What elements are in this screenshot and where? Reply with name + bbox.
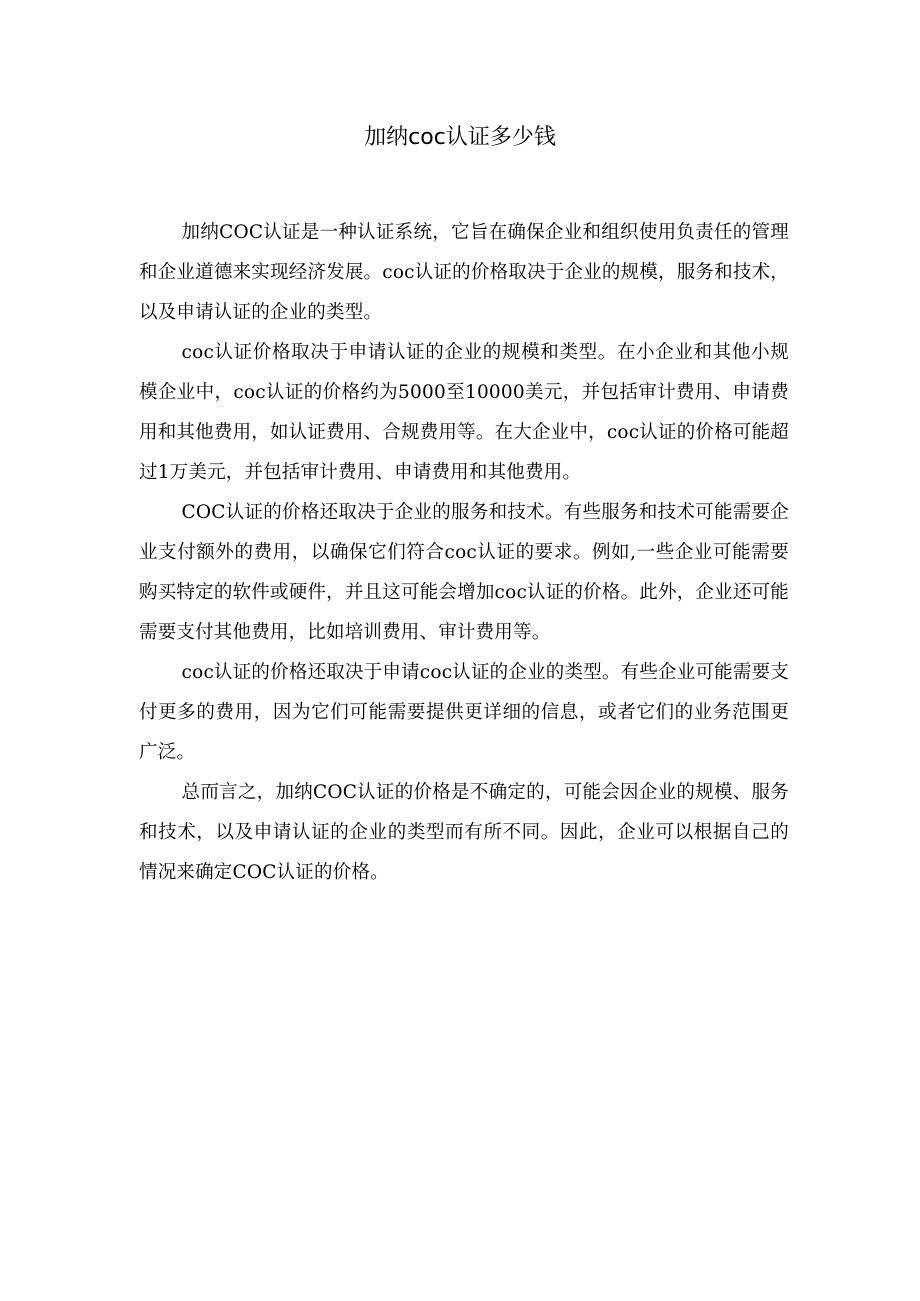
document-body [139, 213, 789, 893]
paragraph-conclusion: 总而言之，加纳COC认证的价格是不确定的，可能会因企业的规模、服务和技术，以及申请认证的企业的类型而有所不同。因此，企业可以根据自己的情况来确定COC认证的价格。 [139, 782, 789, 883]
document-title: 加纳coc认证多少钱 [364, 125, 556, 150]
paragraph-size-and-type: coc认证价格取决于申请认证的企业的规模和类型。在小企业和其他小规模企业中，coc认证的价格约为5000至10000美元，并包括审计费用、申请费用和其他费用，如认证费用、合规费用等。在大企业中，coc认证的价格可能超过1万美元，并包括审计费用、申请费用和其他费用。 [139, 342, 789, 483]
paragraph-services-and-technology: COC认证的价格还取决于企业的服务和技术。有些服务和技术可能需要企业支付额外的费用，以确保它们符合coc认证的要求。例如,一些企业可能需要购买特定的软件或硬件，并且这可能会增加coc认证的价格。此外，企业还可能需要支付其他费用，比如培训费用、审计费用等。 [139, 502, 789, 643]
paragraph-intro: 加纳COC认证是一种认证系统，它旨在确保企业和组织使用负责任的管理和企业道德来实现经济发展。coc认证的价格取决于企业的规模，服务和技术，以及申请认证的企业的类型。 [139, 222, 789, 323]
paragraph-enterprise-type: coc认证的价格还取决于申请coc认证的企业的类型。有些企业可能需要支付更多的费用，因为它们可能需要提供更详细的信息，或者它们的业务范围更广泛。 [139, 662, 789, 763]
